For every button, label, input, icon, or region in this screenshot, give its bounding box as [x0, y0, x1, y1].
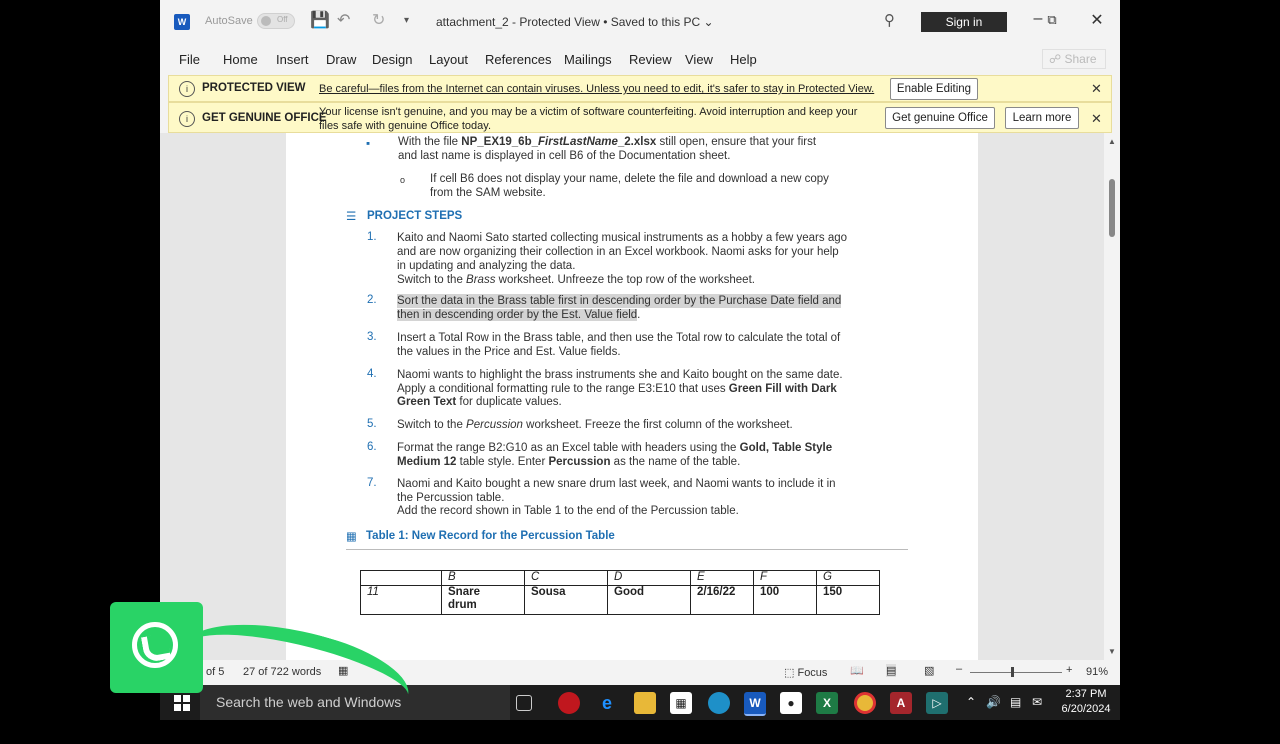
table-cell: 11	[361, 586, 442, 615]
table-heading: Table 1: New Record for the Percussion Table	[366, 530, 615, 542]
step-text: Switch to the Brass worksheet. Unfreeze the top row of the worksheet.	[397, 274, 755, 286]
word-app-icon: W	[174, 14, 190, 30]
table-cell: E	[691, 571, 754, 586]
access-icon[interactable]: A	[890, 692, 912, 714]
step-number: 7.	[367, 477, 377, 489]
clock-date: 6/20/2024	[1061, 703, 1111, 715]
edge-legacy-icon[interactable]: e	[601, 693, 612, 713]
scroll-thumb[interactable]	[1109, 179, 1115, 237]
genuine-office-label: GET GENUINE OFFICE	[202, 112, 327, 124]
document-page[interactable]	[286, 133, 978, 660]
step-number: 6.	[367, 441, 377, 453]
record-icon[interactable]	[558, 692, 580, 714]
sign-in-button[interactable]: Sign in	[921, 12, 1007, 32]
taskbar-search-input[interactable]: Search the web and Windows	[200, 685, 510, 720]
file-explorer-icon[interactable]	[634, 692, 656, 714]
step-text-selected[interactable]: then in descending order by the Est. Value field.	[397, 309, 641, 321]
zoom-level[interactable]: 91%	[1086, 666, 1109, 678]
zoom-slider-thumb[interactable]	[1011, 667, 1014, 677]
word-taskbar-icon[interactable]: W	[744, 692, 766, 716]
page-count[interactable]: of 5	[206, 666, 225, 678]
tab-mailings[interactable]: Mailings	[564, 52, 612, 67]
table-cell: 150	[817, 586, 880, 615]
record-table	[360, 570, 880, 615]
tab-view[interactable]: View	[685, 52, 713, 67]
get-genuine-office-button[interactable]: Get genuine Office	[885, 107, 995, 129]
word-count[interactable]: 27 of 722 words	[243, 666, 322, 678]
step-text: Format the range B2:G10 as an Excel table with headers using the Gold, Table Style	[397, 442, 833, 454]
save-icon[interactable]: 💾	[310, 12, 330, 29]
step-number: 4.	[367, 368, 377, 380]
title-bar	[160, 0, 1120, 44]
step-text: Naomi wants to highlight the brass instruments she and Kaito bought on the same date.	[397, 369, 843, 381]
genuine-message-line2: files safe with genuine Office today.	[319, 120, 492, 132]
enable-editing-button[interactable]: Enable Editing	[890, 78, 978, 100]
table-cell	[361, 571, 442, 586]
tab-help[interactable]: Help	[730, 52, 757, 67]
web-layout-icon[interactable]: ▧	[924, 665, 935, 677]
step-text: the Percussion table.	[397, 492, 505, 504]
step-text: Switch to the Percussion worksheet. Freeze the first column of the worksheet.	[397, 419, 793, 431]
divider	[346, 549, 908, 550]
info-icon: i	[179, 81, 195, 97]
steps-icon: ☰	[346, 211, 357, 223]
zoom-out-icon[interactable]: –	[956, 663, 963, 675]
ribbon-tabs	[160, 44, 1120, 72]
vertical-scrollbar[interactable]	[1104, 133, 1120, 660]
share-button[interactable]	[1042, 49, 1106, 69]
tab-insert[interactable]: Insert	[276, 52, 309, 67]
notifications-icon[interactable]: ✉	[1032, 695, 1043, 709]
step-text: in updating and analyzing the data.	[397, 260, 576, 272]
sub-bullet-line-1: If cell B6 does not display your name, delete the file and download a new copy	[430, 173, 829, 185]
bullet-icon: ▪	[366, 138, 371, 150]
document-area	[160, 133, 1120, 660]
volume-icon[interactable]: 🔊	[986, 695, 1001, 709]
step-text: Apply a conditional formatting rule to the range E3:E10 that uses Green Fill with Dark	[397, 383, 837, 395]
share-icon: ☍	[1049, 52, 1062, 66]
autosave-state: Off	[277, 15, 288, 24]
table-cell: Good	[608, 586, 691, 615]
close-icon[interactable]: ✕	[1090, 12, 1104, 29]
word-window	[160, 0, 1120, 685]
tab-draw[interactable]: Draw	[326, 52, 357, 67]
table-row	[361, 571, 880, 586]
tab-layout[interactable]: Layout	[429, 52, 469, 67]
autosave-toggle[interactable]	[257, 13, 295, 29]
step-number: 1.	[367, 231, 377, 243]
step-text: Medium 12 table style. Enter Percussion as the name of the table.	[397, 456, 741, 468]
step-number: 5.	[367, 418, 377, 430]
table-cell: C	[525, 571, 608, 586]
tab-review[interactable]: Review	[629, 52, 672, 67]
step-text: Green Text for duplicate values.	[397, 396, 562, 408]
step-text: Insert a Total Row in the Brass table, and then use the Total row to calculate the total of	[397, 332, 841, 344]
excel-taskbar-icon[interactable]: X	[816, 692, 838, 714]
table-icon: ▦	[346, 531, 357, 543]
windows-start-icon[interactable]	[174, 695, 190, 711]
step-text: Add the record shown in Table 1 to the end of the Percussion table.	[397, 505, 739, 517]
proofing-icon[interactable]: ▦	[338, 665, 349, 677]
step-text: Kaito and Naomi Sato started collecting musical instruments as a hobby a few years ago	[397, 232, 848, 244]
document-title[interactable]: attachment_2 - Protected View • Saved to this PC ⌄	[436, 15, 714, 29]
protected-view-bar	[168, 75, 1112, 102]
minimize-icon[interactable]: –	[1033, 10, 1043, 27]
tab-file[interactable]: File	[179, 52, 200, 67]
whatsapp-icon[interactable]	[110, 602, 203, 693]
taskbar-clock[interactable]	[1056, 687, 1116, 717]
chrome-icon[interactable]	[854, 692, 876, 714]
table-cell: B	[442, 571, 525, 586]
table-cell: 100	[754, 586, 817, 615]
zoom-in-icon[interactable]: +	[1066, 664, 1073, 676]
sub-bullet-line-2: from the SAM website.	[430, 187, 546, 199]
chevron-down-icon: ⌄	[703, 15, 714, 29]
step-text: Naomi and Kaito bought a new snare drum last week, and Naomi wants to include it in	[397, 478, 836, 490]
toggle-knob	[261, 16, 271, 26]
table-cell: G	[817, 571, 880, 586]
scroll-down-icon[interactable]: ▼	[1108, 647, 1116, 656]
tab-design[interactable]: Design	[372, 52, 413, 67]
close-icon[interactable]: ✕	[1091, 81, 1102, 96]
store-icon[interactable]: ▦	[670, 692, 692, 714]
clock-time: 2:37 PM	[1065, 688, 1107, 700]
undo-icon[interactable]: ↶	[337, 12, 351, 29]
protected-view-label: PROTECTED VIEW	[202, 82, 306, 94]
genuine-message-line1: Your license isn't genuine, and you may be a victim of software counterfeiting. Avoid interruption and keep your	[319, 106, 858, 118]
step-text-selected[interactable]: Sort the data in the Brass table first in descending order by the Purchase Date field and	[397, 295, 842, 307]
customize-toolbar-icon[interactable]: ▾	[404, 15, 410, 26]
close-icon[interactable]: ✕	[1091, 111, 1102, 126]
step-number: 2.	[367, 294, 377, 306]
autosave-label: AutoSave	[205, 15, 253, 27]
network-icon[interactable]: ▤	[1010, 695, 1022, 709]
table-cell: Sousa	[525, 586, 608, 615]
table-cell: D	[608, 571, 691, 586]
sam-app-icon[interactable]: ▷	[926, 692, 948, 714]
search-icon[interactable]: ⚲	[884, 12, 895, 29]
bullet-1-line-2: and last name is displayed in cell B6 of the Documentation sheet.	[398, 150, 731, 162]
zoom-slider[interactable]	[970, 672, 1062, 673]
learn-more-button[interactable]: Learn more	[1005, 107, 1079, 129]
edge-icon[interactable]	[708, 692, 730, 714]
bullet-1-line-1: With the file NP_EX19_6b_FirstLastName_2.xlsx still open, ensure that your first	[398, 136, 817, 148]
table-cell: F	[754, 571, 817, 586]
tray-chevron-icon[interactable]: ⌃	[966, 695, 977, 709]
task-view-icon[interactable]	[516, 695, 532, 711]
share-label: Share	[1064, 52, 1097, 66]
project-steps-heading: PROJECT STEPS	[367, 210, 463, 222]
genuine-office-bar	[168, 102, 1112, 133]
restore-icon[interactable]: ⧉	[1047, 12, 1057, 27]
focus-icon: ⬚	[784, 667, 795, 679]
info-icon: i	[179, 111, 195, 127]
scroll-up-icon[interactable]: ▲	[1108, 137, 1116, 146]
step-text: and are now organizing their collection in an Excel workbook. Naomi asks for your help	[397, 246, 839, 258]
step-number: 3.	[367, 331, 377, 343]
print-layout-icon[interactable]: ▤	[886, 665, 897, 677]
table-cell: Snare drum	[442, 586, 525, 615]
sub-bullet-icon: o	[400, 175, 406, 185]
step-text: the values in the Price and Est. Value fields.	[397, 346, 621, 358]
redo-icon[interactable]: ↻	[372, 12, 386, 29]
table-row	[361, 586, 880, 615]
tab-home[interactable]: Home	[223, 52, 258, 67]
focus-button[interactable]	[784, 666, 827, 679]
tab-references[interactable]: References	[485, 52, 552, 67]
camera-icon[interactable]: ●	[780, 692, 802, 714]
focus-label: Focus	[797, 667, 828, 679]
table-cell: 2/16/22	[691, 586, 754, 615]
read-mode-icon[interactable]: 📖	[850, 665, 864, 677]
protected-view-message[interactable]: Be careful—files from the Internet can contain viruses. Unless you need to edit, it's safer to stay in Protected View.	[319, 83, 875, 95]
